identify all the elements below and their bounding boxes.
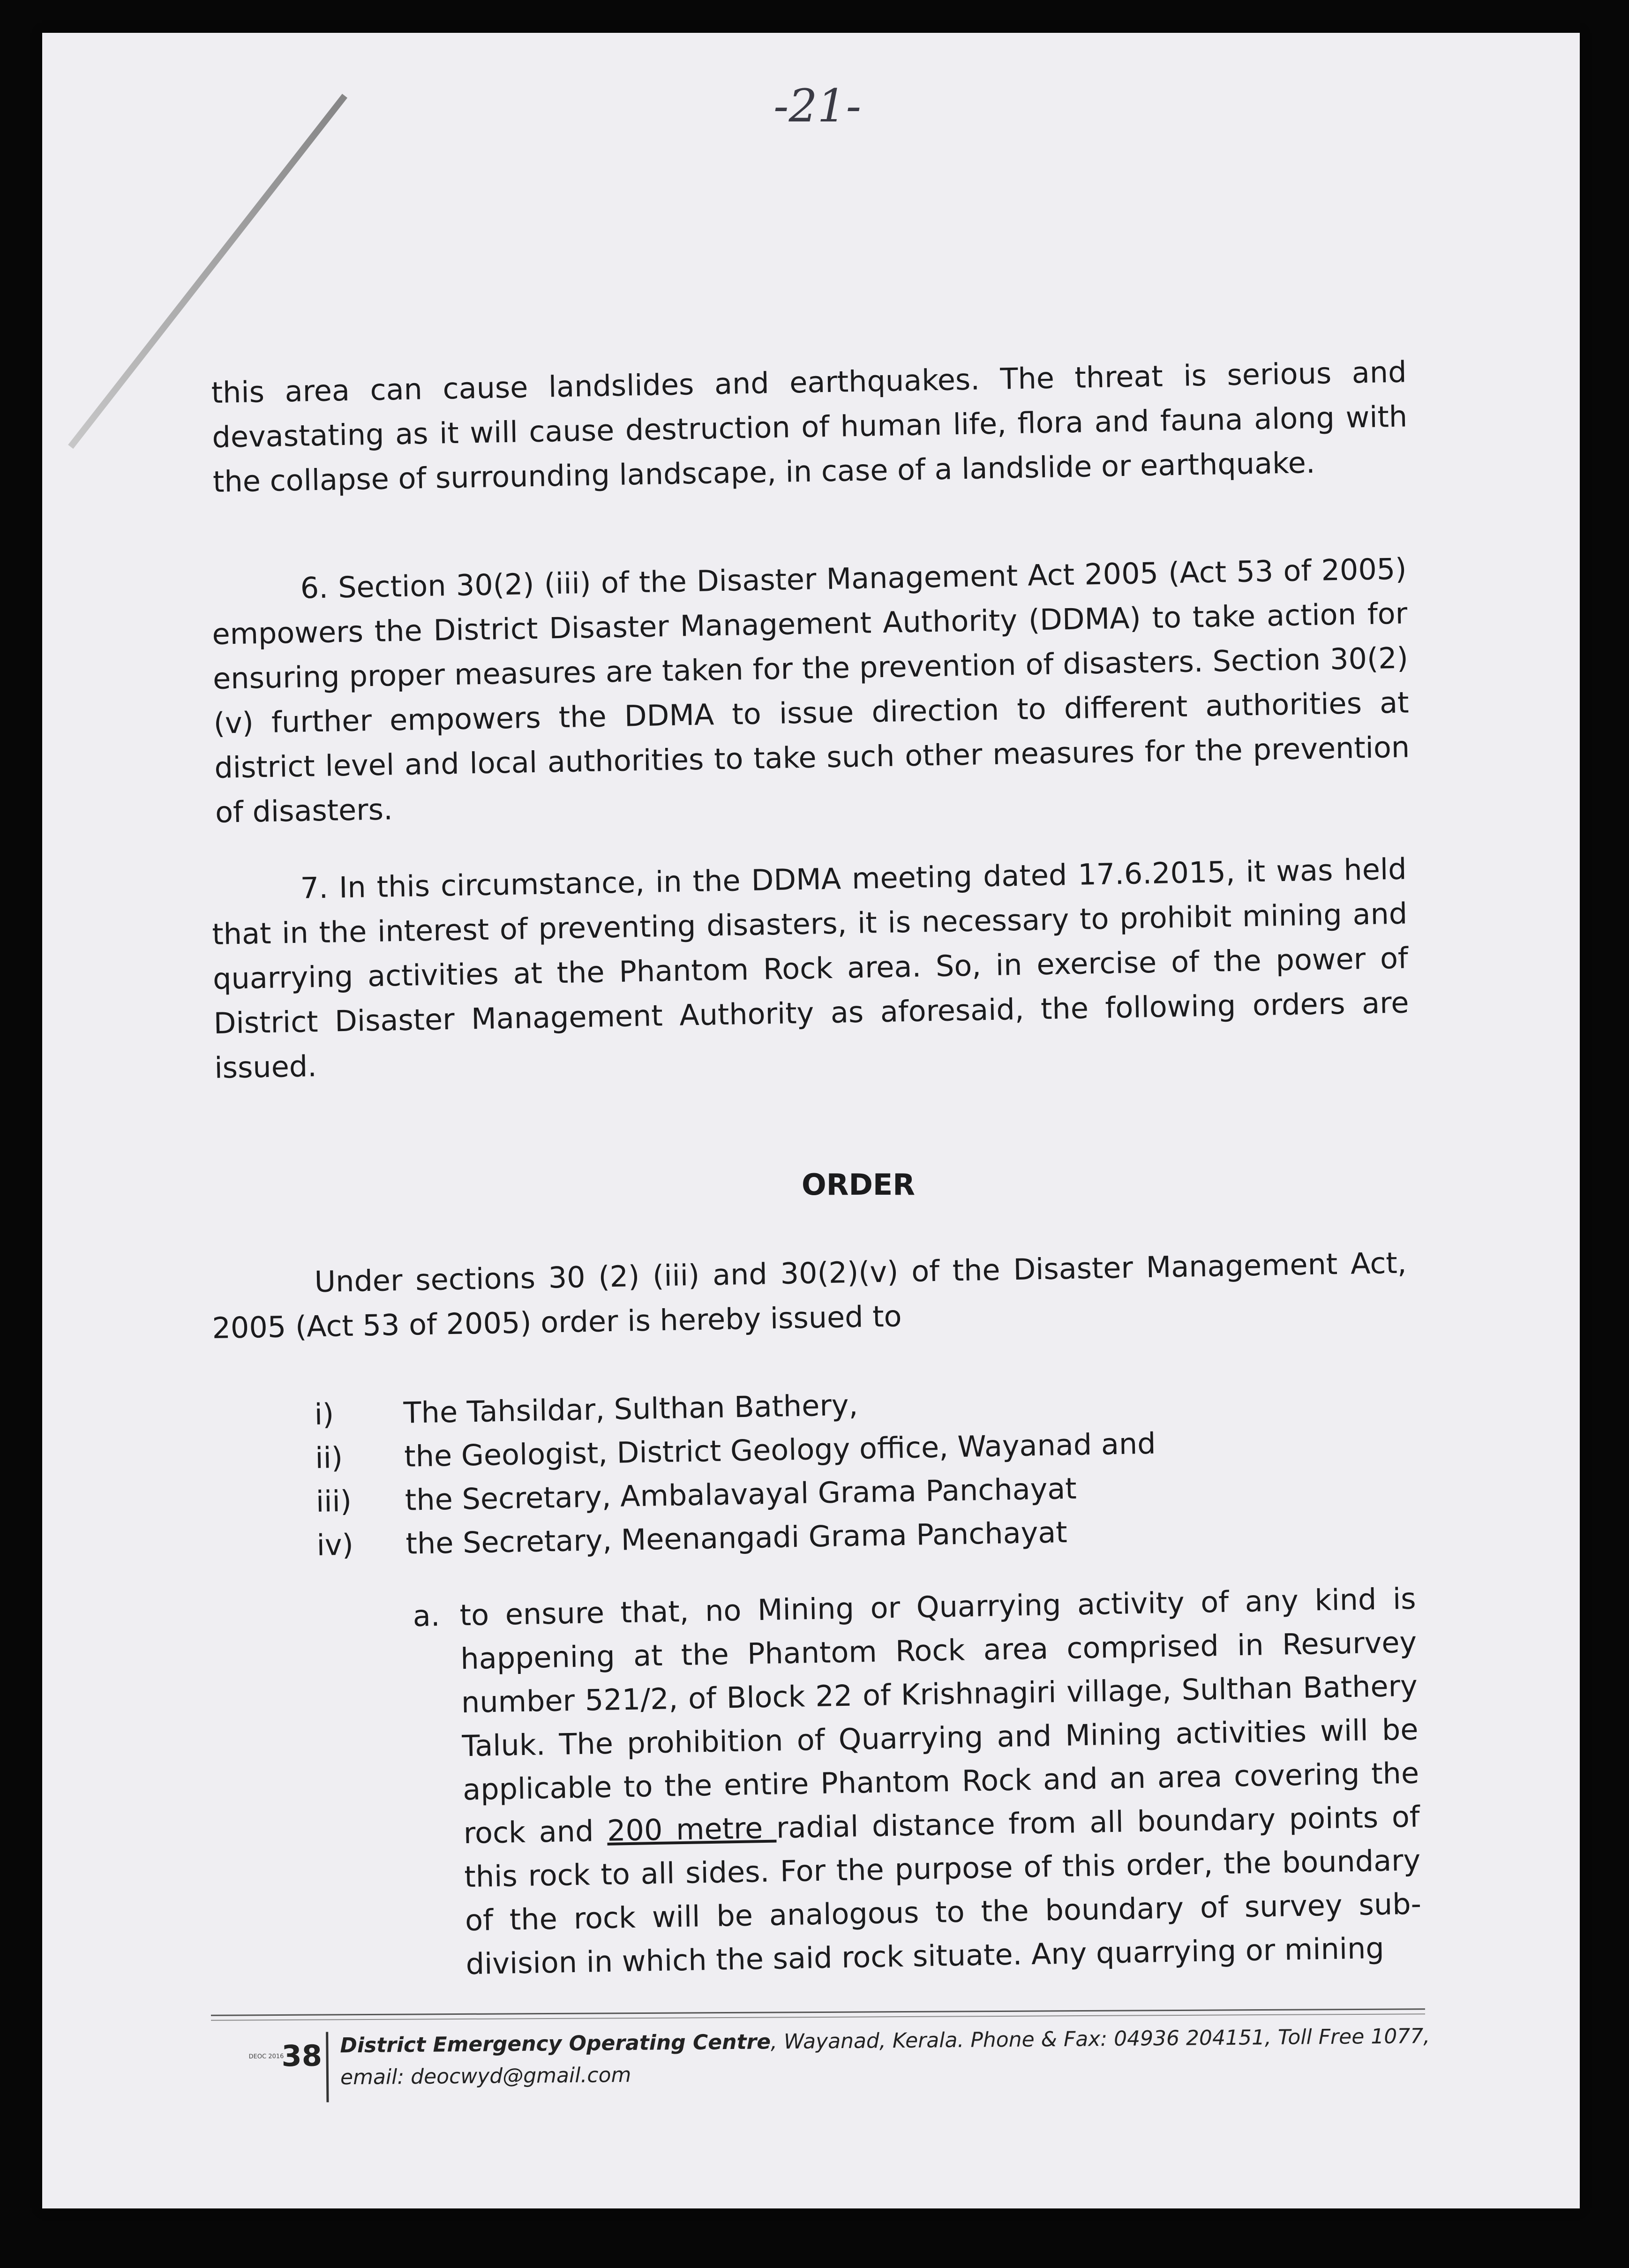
paragraph-6: 6. Section 30(2) (iii) of the Disaster Management Act 2005 (Act 53 of 2005) empowers the District Disaster Management Authority (DDMA) to take action for ensuring proper measures are taken for the prevention of disasters. Section 30(2) (v) further empowers the DDMA to issue direction to different authorities at district level and local authorities to take such other measures for the prevention of disasters. bbox=[211, 551, 1410, 829]
footer-email: email: deocwyd@gmail.com bbox=[340, 2063, 631, 2090]
document-page bbox=[42, 33, 1580, 2208]
order-intro: Under sections 30 (2) (iii) and 30(2)(v) of the Disaster Management Act, 2005 (Act 53 of 2005) order is hereby issued to bbox=[211, 1245, 1407, 1345]
page-footer bbox=[248, 2012, 1468, 2103]
order-item-a bbox=[413, 1577, 1422, 1987]
list-number: ii) bbox=[315, 1440, 343, 1475]
list-text: the Secretary, Ambalavayal Grama Panchayat bbox=[405, 1471, 1077, 1517]
paragraph-7: 7. In this circumstance, in the DDMA meeting dated 17.6.2015, it was held that in the interest of preventing disasters, it is necessary to prohibit mining and quarrying activities at the Phantom Rock area. So, in exercise of the power of District Disaster Management Authority as aforesaid, the following orders are issued. bbox=[211, 851, 1410, 1085]
underlined-distance: 200 metre bbox=[607, 1810, 777, 1848]
order-heading: ORDER bbox=[802, 1168, 916, 1202]
list-number: iv) bbox=[316, 1527, 354, 1562]
list-number: iii) bbox=[315, 1484, 352, 1519]
footer-bar bbox=[326, 2032, 329, 2102]
item-text-end: radial distance from all boundary points of this rock to all sides. For the purpose of this order, the boundary of the rock will be analogous to the boundary of survey sub-division in which the said rock situate. Any quarrying or mining bbox=[464, 1799, 1422, 1982]
footer-org: District Emergency Operating Centre bbox=[340, 2030, 771, 2058]
footer-small-label: DEOC 2016 bbox=[248, 2053, 284, 2060]
footer-page-number: 38 bbox=[281, 2038, 323, 2073]
list-text: the Secretary, Meenangadi Grama Panchayat bbox=[405, 1515, 1068, 1561]
paragraph-continued: this area can cause landslides and earthquakes. The threat is serious and devastating as it will cause destruction of human life, flora and fauna along with the collapse of surrounding landscape, in case of a landslide or earthquake. bbox=[211, 354, 1408, 499]
item-text-start: to ensure that, no Mining or Quarrying activity of any kind is happening at the Phantom Rock area comprised in Resurvey number 521/2, of Block 22 of Krishnagiri village, Sulthan Bathery Taluk. The prohibition of Quarrying and Mining activities will be applicable to the entire Phantom Rock and an area covering the rock and bbox=[459, 1581, 1419, 1851]
list-text: the Geologist, District Geology office, Wayanad and bbox=[404, 1426, 1156, 1474]
handwritten-page-number: -21- bbox=[773, 80, 862, 132]
recipient-list bbox=[314, 1376, 1254, 1567]
list-number: i) bbox=[314, 1397, 334, 1432]
footer-contact-line bbox=[340, 2024, 1430, 2057]
footer-contact: , Wayanad, Kerala. Phone & Fax: 04936 204151, Toll Free 1077, bbox=[770, 2024, 1430, 2054]
item-letter: a. bbox=[413, 1598, 441, 1633]
item-text bbox=[459, 1577, 1422, 1986]
list-text: The Tahsildar, Sulthan Bathery, bbox=[403, 1387, 858, 1430]
